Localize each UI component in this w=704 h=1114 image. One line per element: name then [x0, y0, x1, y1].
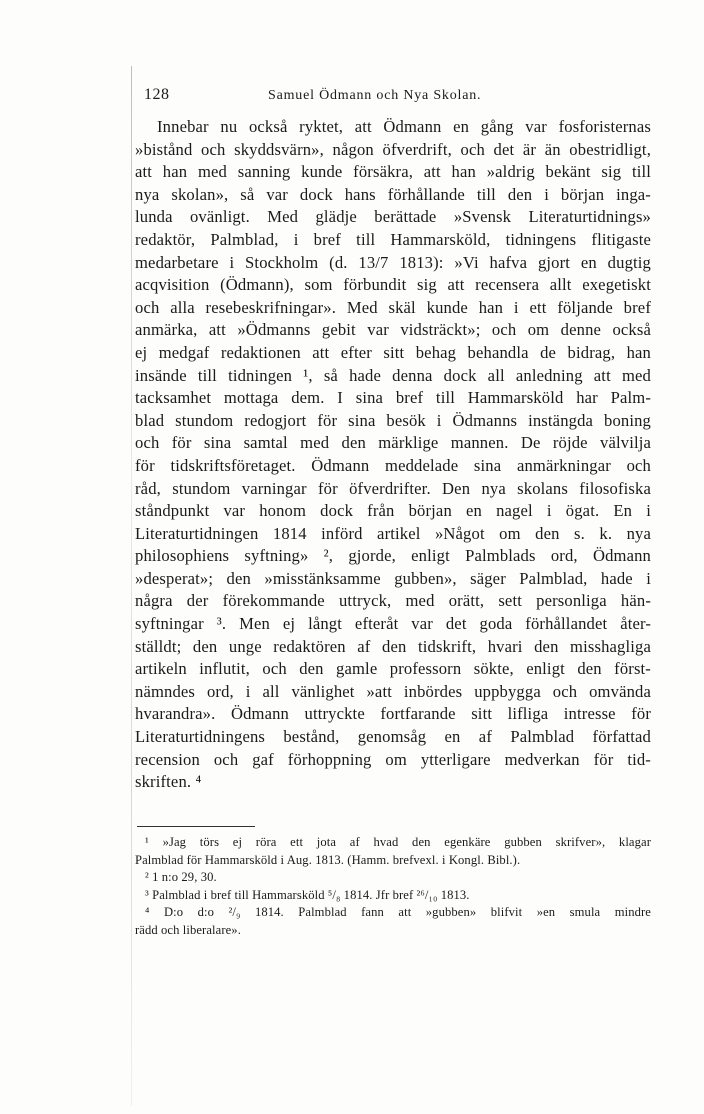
text-line: nya skolan», så var dock hans förhållande till den i början inga-	[135, 184, 651, 204]
scan-gutter-edge	[131, 66, 132, 1106]
running-title: Samuel Ödmann och Nya Skolan.	[268, 88, 482, 103]
text-line: insände till tidningen ¹, så hade denna dock all anledning att med	[135, 365, 651, 385]
text-line: lunda ovänligt. Med glädje berättade »Svensk Literaturtidnings»	[135, 207, 651, 227]
text-line: anmärka, att »Ödmanns gebit var vidsträckt»; och om denne också	[135, 320, 651, 340]
page-header	[144, 86, 654, 108]
text-line: medarbetare i Stockholm (d. 13/7 1813): »Vi hafva gjort en dugtig	[135, 252, 651, 272]
text-line: artikeln influtit, och den gamle professorn sökte, enligt den först-	[135, 659, 651, 679]
footnote-line: ³ Palmblad i bref till Hammarsköld ⁵/₈ 1814. Jfr bref ²⁶/₁₀ 1813.	[145, 887, 470, 902]
text-line: hvarandra». Ödmann uttryckte fortfarande sitt lifliga intresse för	[135, 704, 651, 724]
text-line: nämndes ord, i all vänlighet »att inbördes uppbygga och omvända	[135, 681, 651, 701]
text-line: tacksamhet mottaga dem. I sina bref till Hammarsköld har Palm-	[135, 388, 651, 408]
footnote-line: ² 1 n:o 29, 30.	[145, 870, 217, 885]
footnotes	[135, 834, 651, 940]
text-line: acqvisition (Ödmann), som förbundit sig att recensera allt exegetiskt	[135, 275, 651, 295]
text-line: ställdt; den unge redaktören af den tidskrift, hvari den misshagliga	[135, 636, 651, 656]
text-line: Literaturtidningen 1814 införd artikel »Något om den s. k. nya	[135, 523, 651, 543]
footnote-line: ¹ »Jag törs ej röra ett jota af hvad den egenkäre gubben skrifver», klagar	[145, 835, 651, 849]
text-line: och alla resebeskrifningar». Med skäl kunde han i ett följande bref	[135, 297, 651, 317]
text-line: »bistånd och skyddsvärn», någon öfverdrift, och det är än obestridligt,	[135, 139, 651, 159]
main-text	[135, 116, 651, 794]
text-line: ej medgaf redaktionen att efter sitt behag behandla de bidrag, han	[135, 342, 651, 362]
text-line: redaktör, Palmblad, i bref till Hammarsköld, tidningens flitigaste	[135, 229, 651, 249]
text-line: blad stundom redogjort för sina besök i Ödmanns instängda boning	[135, 410, 651, 430]
footnote-line: Palmblad för Hammarsköld i Aug. 1813. (Hamm. brefvexl. i Kongl. Bibl.).	[135, 852, 521, 867]
text-line: för tidskriftsföretaget. Ödmann meddelade sina anmärkningar och	[135, 455, 651, 475]
text-line: Innebar nu också ryktet, att Ödmann en gång var fosforisternas	[157, 117, 651, 136]
text-line: några der förekommande uttryck, med orätt, sett personliga hän-	[135, 591, 651, 611]
text-line: recension och gaf förhoppning om ytterligare medverkan för tid-	[135, 749, 651, 769]
page-number: 128	[144, 86, 170, 103]
text-line: »desperat»; den »misstänksamme gubben», säger Palmblad, hade i	[135, 568, 651, 588]
text-line: och för sina samtal med den märklige mannen. De röjde välvilja	[135, 433, 651, 453]
footnote-line: ⁴ D:o d:o ²/₉ 1814. Palmblad fann att »gubben» blifvit »en smula mindre	[145, 905, 651, 920]
text-line: skriften. ⁴	[135, 772, 202, 792]
text-line: Literaturtidningens bestånd, genomsåg en af Palmblad författad	[135, 727, 651, 747]
text-line: att han med sanning kunde försäkra, att han »aldrig bekänt sig till	[135, 162, 651, 182]
text-line: syftningar ³. Men ej långt efteråt var det goda förhållandet åter-	[135, 614, 651, 634]
text-line: ståndpunkt var honom dock från början en nagel i ögat. En i	[135, 501, 651, 521]
footnote-line: rädd och liberalare».	[135, 922, 241, 937]
text-line: råd, stundom varningar för öfverdrifter. Den nya skolans filosofiska	[135, 478, 651, 498]
footnote-divider	[137, 826, 255, 827]
text-line: philosophiens syftning» ², gjorde, enligt Palmblads ord, Ödmann	[135, 546, 651, 566]
